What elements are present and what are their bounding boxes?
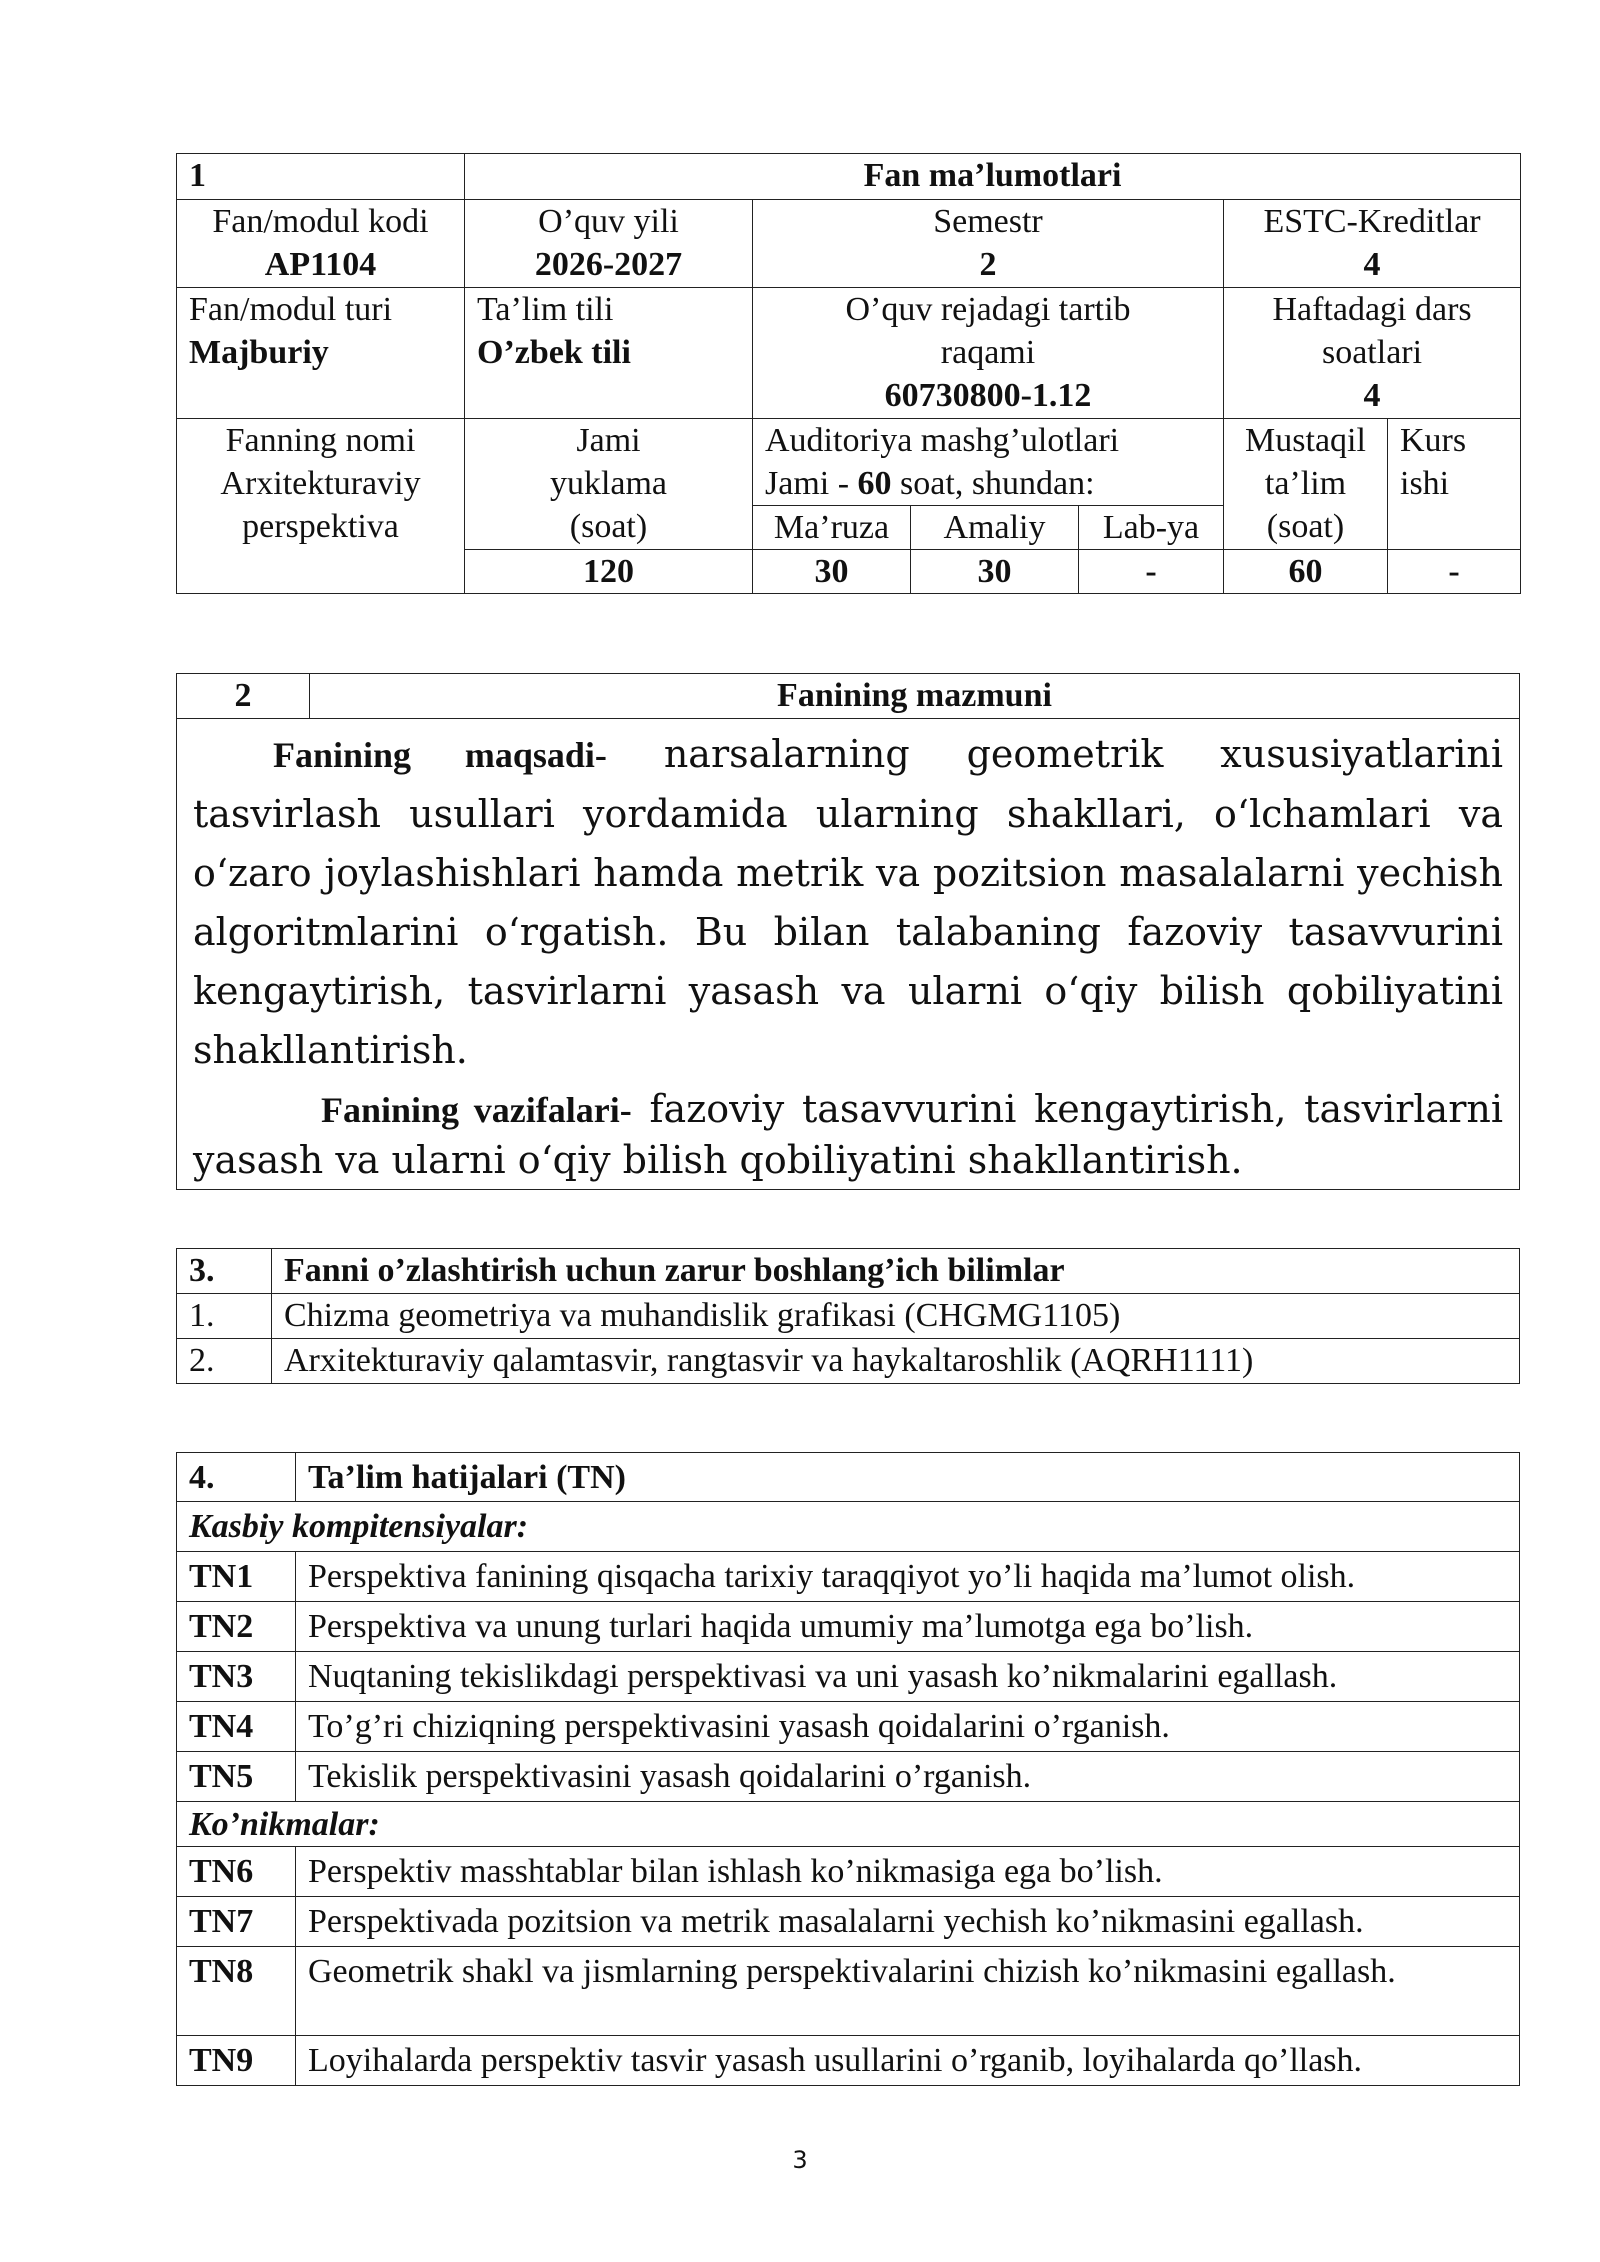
section-number: 3. — [177, 1249, 272, 1294]
aud-post: soat, shundan: — [891, 465, 1095, 502]
tn-text: Perspektiva va unung turlari haqida umumiy ma’lumotga ega bo’lish. — [296, 1602, 1520, 1652]
cell-value: Majburiy — [189, 334, 329, 371]
cell-label: yuklama — [549, 465, 668, 502]
cell-value: 4 — [1363, 377, 1381, 414]
item-text: Chizma geometriya va muhandislik grafikasi (CHGMG1105) — [272, 1294, 1520, 1339]
boshlangich-bilimlar-table — [176, 1248, 1520, 1384]
fan-kodi-cell — [177, 200, 465, 288]
group-heading: Kasbiy kompitensiyalar: — [177, 1502, 1520, 1552]
fan-nomi-line: perspektiva — [242, 508, 399, 545]
tn-code: TN8 — [177, 1947, 296, 2036]
maruza-header: Ma’ruza — [753, 506, 911, 550]
cell-label: Ta’lim tili — [477, 291, 614, 328]
maqsad-paragraph — [193, 725, 1503, 1080]
maqsad-label: Fanining maqsadi- — [273, 735, 607, 775]
fan-malumotlari-table — [176, 153, 1521, 594]
tn-code: TN3 — [177, 1652, 296, 1702]
cell-value: AP1104 — [264, 246, 377, 283]
tn-text: Loyihalarda perspektiv tasvir yasash usullarini o’rganib, loyihalarda qo’llash. — [296, 2036, 1520, 2086]
cell-label: O’quv rejadagi tartib — [845, 291, 1131, 328]
maqsad-text: narsalarning geometrik xususiyatlarini tasvirlash usullari yordamida ularning shakllari, oʻlchamlari va oʻzaro joylashishlari hamda metrik va pozitsion masalalarni yechish algoritmlarini oʻrgatish. Bu bilan talabaning fazoviy tasavvurini kengaytirish, tasvirlarni yasash va ularni oʻqiy bilish qobiliyatini shakllantirish. — [193, 732, 1503, 1072]
auditoriya-jami — [765, 462, 1211, 505]
auditoriya-cell — [753, 419, 1224, 506]
section-number: 2 — [177, 674, 310, 719]
fan-nomi-line: Arxitekturaviy — [220, 465, 421, 502]
fan-nomi-cell — [177, 419, 465, 594]
cell-label: ta’lim — [1264, 465, 1347, 502]
mazmuni-body — [177, 719, 1520, 1190]
oquv-yili-cell — [465, 200, 753, 288]
mustaqil-cell — [1224, 419, 1388, 550]
cell-value: 60730800-1.12 — [884, 377, 1092, 414]
cell-label: Mustaqil — [1245, 422, 1366, 459]
tn-code: TN9 — [177, 2036, 296, 2086]
tn-text: Perspektivada pozitsion va metrik masalalarni yechish ko’nikmasini egallash. — [296, 1897, 1520, 1947]
tn-code: TN6 — [177, 1847, 296, 1897]
tartib-raqami-cell — [753, 288, 1224, 419]
cell-label: ESTC-Kreditlar — [1263, 203, 1481, 240]
tn-code: TN5 — [177, 1752, 296, 1802]
talim-natijalari-table — [176, 1452, 1520, 2086]
tn-text: Perspektiv masshtablar bilan ishlash ko’nikmasiga ega bo’lish. — [296, 1847, 1520, 1897]
tn-code: TN4 — [177, 1702, 296, 1752]
cell-value: O’zbek tili — [477, 334, 631, 371]
fan-mazmuni-table — [176, 673, 1520, 1190]
cell-label: (soat) — [569, 508, 648, 545]
kurs-total: - — [1388, 550, 1521, 594]
aud-bold: 60 — [857, 465, 892, 502]
cell-value: 2 — [979, 246, 997, 283]
tn-text: Perspektiva fanining qisqacha tarixiy taraqqiyot yo’li haqida ma’lumot olish. — [296, 1552, 1520, 1602]
tn-code: TN1 — [177, 1552, 296, 1602]
tn-code: TN7 — [177, 1897, 296, 1947]
kreditlar-cell — [1224, 200, 1521, 288]
item-text: Arxitekturaviy qalamtasvir, rangtasvir va haykaltaroshlik (AQRH1111) — [272, 1339, 1520, 1384]
section-title: Ta’lim hatijalari (TN) — [296, 1453, 1520, 1502]
amaliy-header: Amaliy — [911, 506, 1079, 550]
cell-label: Auditoriya mashg’ulotlari — [765, 422, 1120, 459]
amaliy-total: 30 — [911, 550, 1079, 594]
item-number: 1. — [177, 1294, 272, 1339]
maruza-total: 30 — [753, 550, 911, 594]
cell-value: 2026-2027 — [534, 246, 683, 283]
item-number: 2. — [177, 1339, 272, 1384]
cell-label: Jami — [576, 422, 641, 459]
cell-label: (soat) — [1266, 508, 1345, 545]
cell-value: 4 — [1363, 246, 1381, 283]
kurs-ishi-cell — [1388, 419, 1521, 550]
labya-header: Lab-ya — [1079, 506, 1224, 550]
vazifa-paragraph — [193, 1084, 1503, 1185]
section-title: Fan ma’lumotlari — [465, 154, 1521, 200]
section-title: Fanni o’zlashtirish uchun zarur boshlang’ich bilimlar — [272, 1249, 1520, 1294]
haftadagi-soatlar-cell — [1224, 288, 1521, 419]
cell-label: Fan/modul turi — [189, 291, 393, 328]
labya-total: - — [1079, 550, 1224, 594]
cell-label: soatlari — [1321, 334, 1423, 371]
vazifa-label: Fanining vazifalari- — [321, 1090, 632, 1130]
cell-label: raqami — [940, 334, 1036, 371]
semestr-cell — [753, 200, 1224, 288]
cell-label: Kurs — [1400, 422, 1467, 459]
cell-label: Fan/modul kodi — [212, 203, 429, 240]
section-title: Fanining mazmuni — [310, 674, 1520, 719]
cell-label: Fanning nomi — [225, 422, 416, 459]
fan-turi-cell — [177, 288, 465, 419]
section-number: 1 — [177, 154, 465, 200]
page-number: 3 — [792, 2146, 808, 2174]
aud-pre: Jami - — [765, 465, 858, 502]
tn-text: Nuqtaning tekislikdagi perspektivasi va uni yasash ko’nikmalarini egallash. — [296, 1652, 1520, 1702]
cell-label: ishi — [1400, 465, 1450, 502]
cell-label: Haftadagi dars — [1272, 291, 1472, 328]
jami-total: 120 — [465, 550, 753, 594]
tn-text: To’g’ri chiziqning perspektivasini yasash qoidalarini o’rganish. — [296, 1702, 1520, 1752]
tn-code: TN2 — [177, 1602, 296, 1652]
group-heading: Ko’nikmalar: — [177, 1802, 1520, 1847]
vazifa-text: fazoviy tasavvurini kengaytirish, tasvirlarni yasash va ularni oʻqiy bilish qobiliyatini shakllantirish. — [193, 1087, 1503, 1182]
tn-text: Geometrik shakl va jismlarning perspektivalarini chizish ko’nikmasini egallash. — [296, 1947, 1520, 2036]
jami-yuklama-cell — [465, 419, 753, 550]
section-number: 4. — [177, 1453, 296, 1502]
talim-tili-cell — [465, 288, 753, 419]
cell-label: O’quv yili — [538, 203, 679, 240]
mustaqil-total: 60 — [1224, 550, 1388, 594]
tn-text: Tekislik perspektivasini yasash qoidalarini o’rganish. — [296, 1752, 1520, 1802]
cell-label: Semestr — [933, 203, 1043, 240]
